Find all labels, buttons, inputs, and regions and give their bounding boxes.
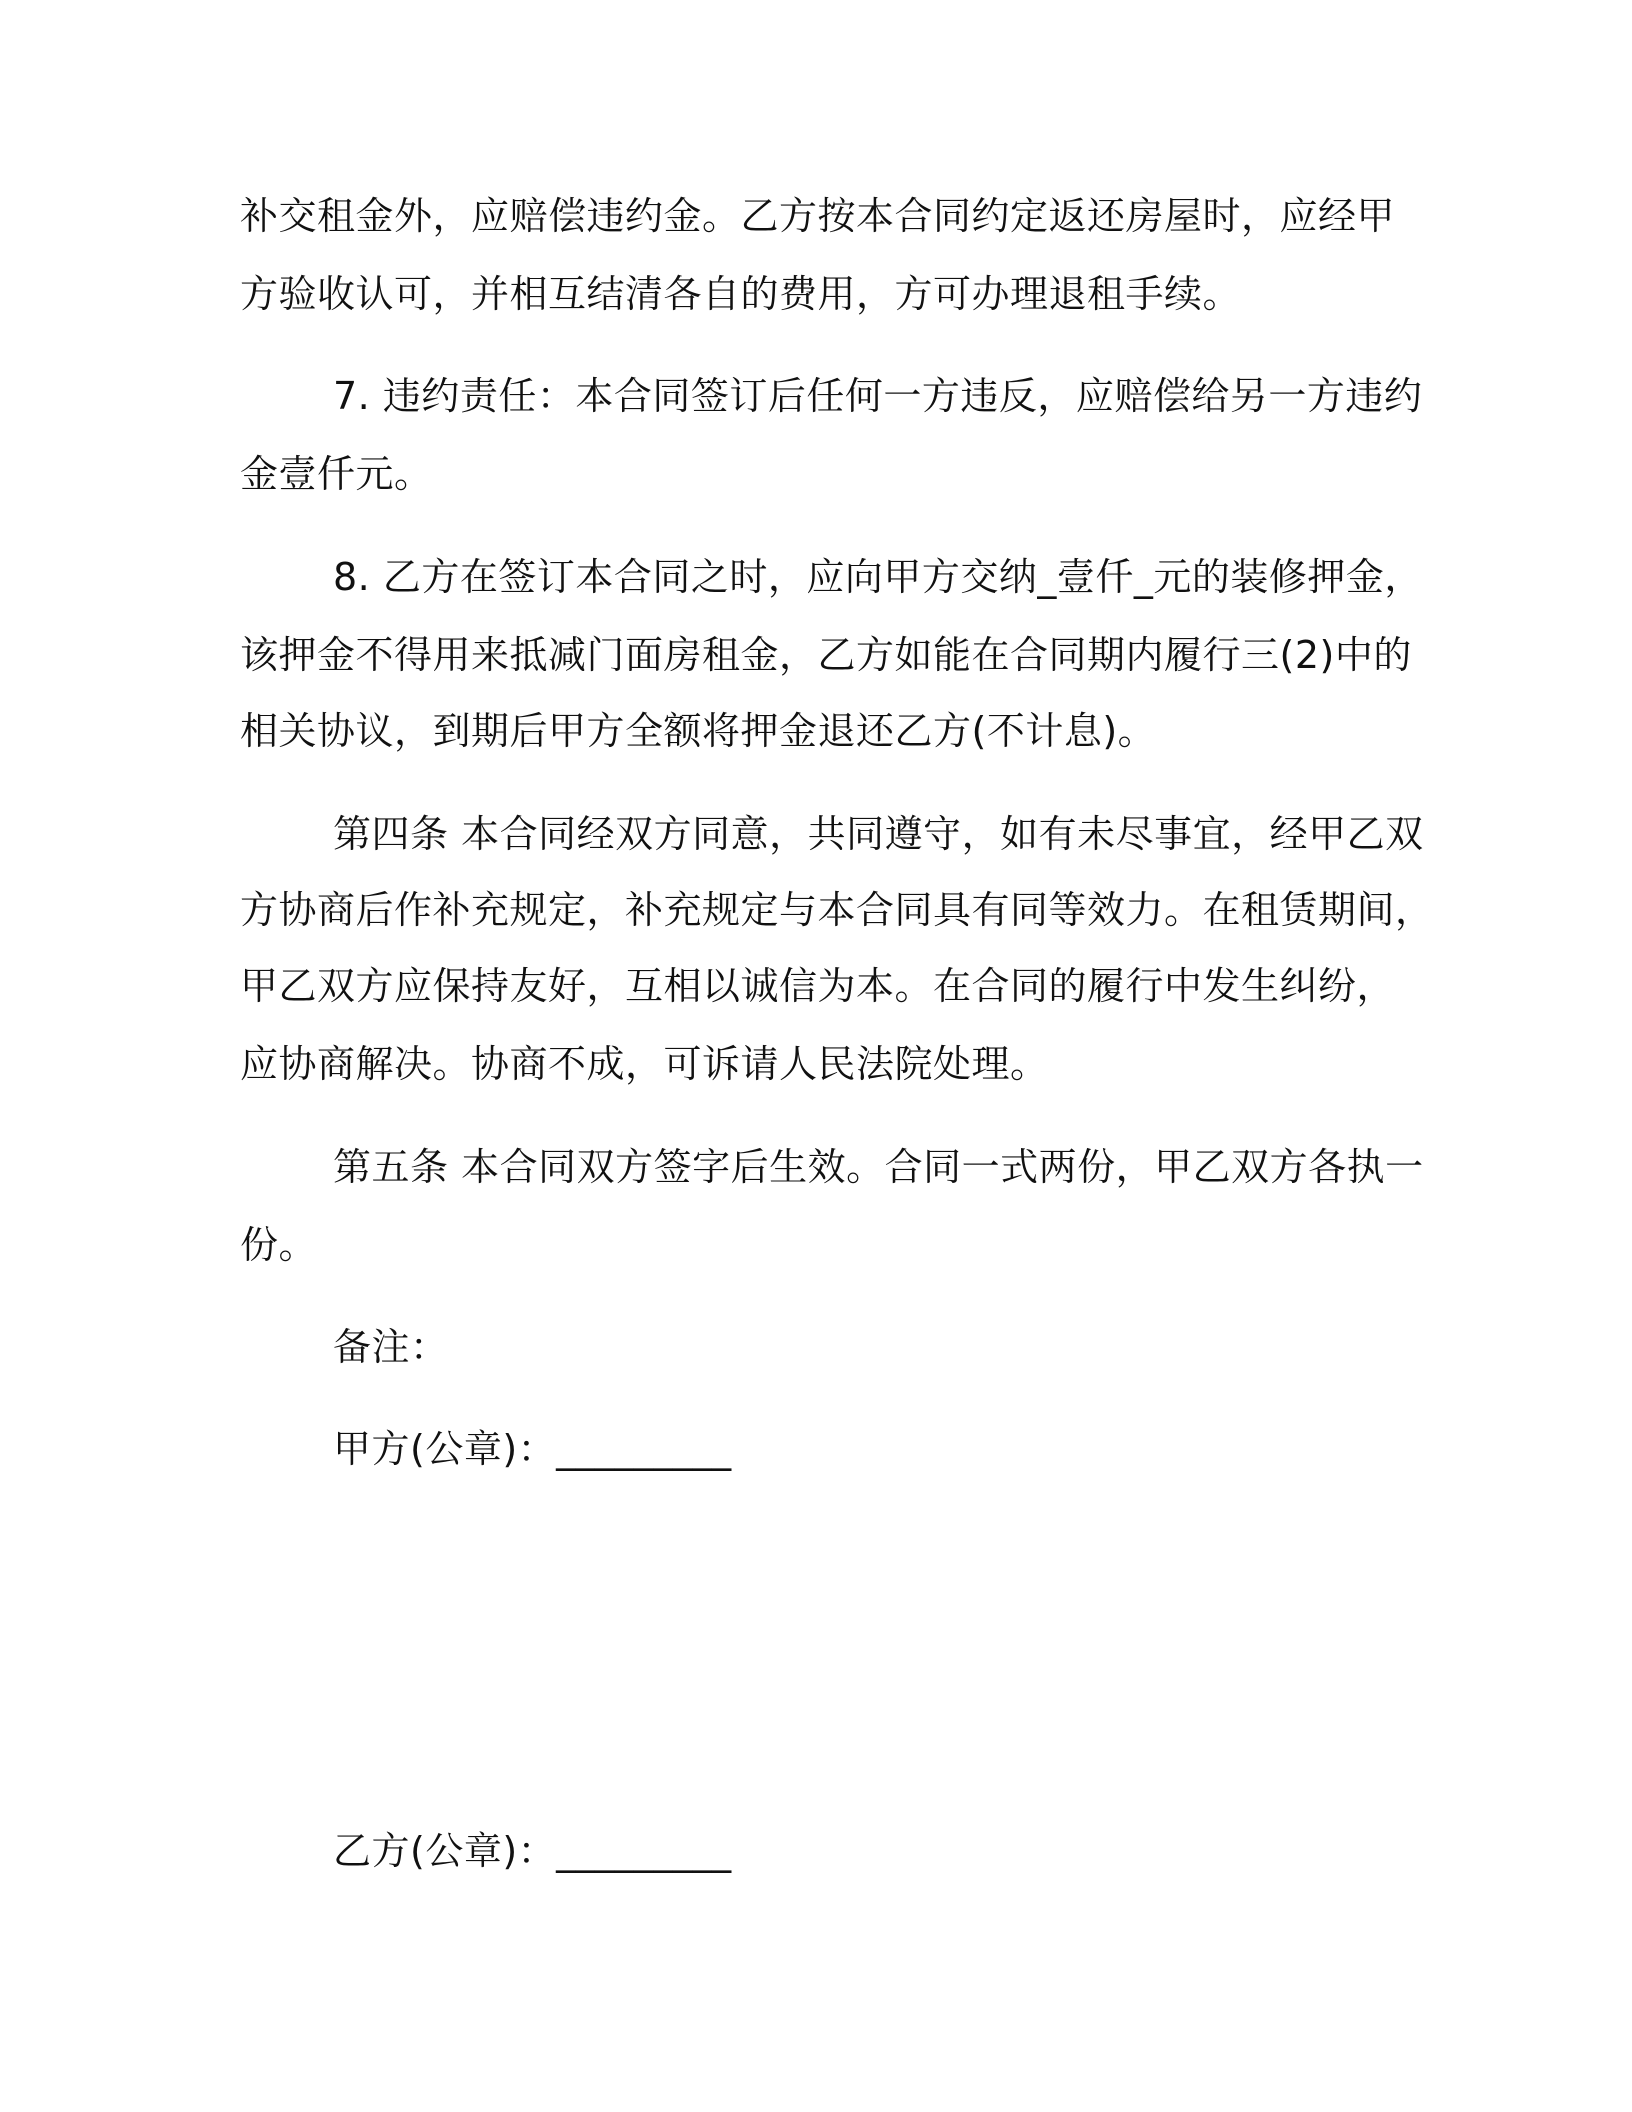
clause-8-line-3: 相关协议，到期后甲方全额将押金退还乙方(不计息)。 (240, 709, 1157, 753)
party-a-signature-line: 甲方(公章)：_________ (333, 1427, 732, 1471)
clause-8-line-1: 8. 乙方在签订本合同之时，应向甲方交纳_壹仟_元的装修押金， (333, 555, 1423, 599)
article-4-line-1: 第四条 本合同经双方同意，共同遵守，如有未尽事宜，经甲乙双 (333, 812, 1424, 856)
clause-7-line-2: 金壹仟元。 (240, 452, 433, 496)
article-5-line-2: 份。 (240, 1223, 318, 1267)
article-4-line-4: 应协商解决。协商不成，可诉请人民法院处理。 (240, 1042, 1049, 1086)
clause-8-line-2: 该押金不得用来抵减门面房租金，乙方如能在合同期内履行三(2)中的 (240, 633, 1412, 677)
article-4-line-2: 方协商后作补充规定，补充规定与本合同具有同等效力。在租赁期间， (240, 888, 1434, 932)
article-4-line-3: 甲乙双方应保持友好，互相以诚信为本。在合同的履行中发生纠纷， (240, 964, 1396, 1008)
article-5-line-1: 第五条 本合同双方签字后生效。合同一式两份，甲乙双方各执一 (333, 1145, 1424, 1189)
text-line-2: 方验收认可，并相互结清各自的费用，方可办理退租手续。 (240, 272, 1242, 316)
remarks-label: 备注： (333, 1325, 449, 1369)
clause-7-line-1: 7. 违约责任：本合同签订后任何一方违反，应赔偿给另一方违约 (333, 374, 1423, 418)
party-b-signature-line: 乙方(公章)：_________ (333, 1829, 732, 1873)
text-line-1: 补交租金外，应赔偿违约金。乙方按本合同约定返还房屋时，应经甲 (240, 194, 1396, 238)
